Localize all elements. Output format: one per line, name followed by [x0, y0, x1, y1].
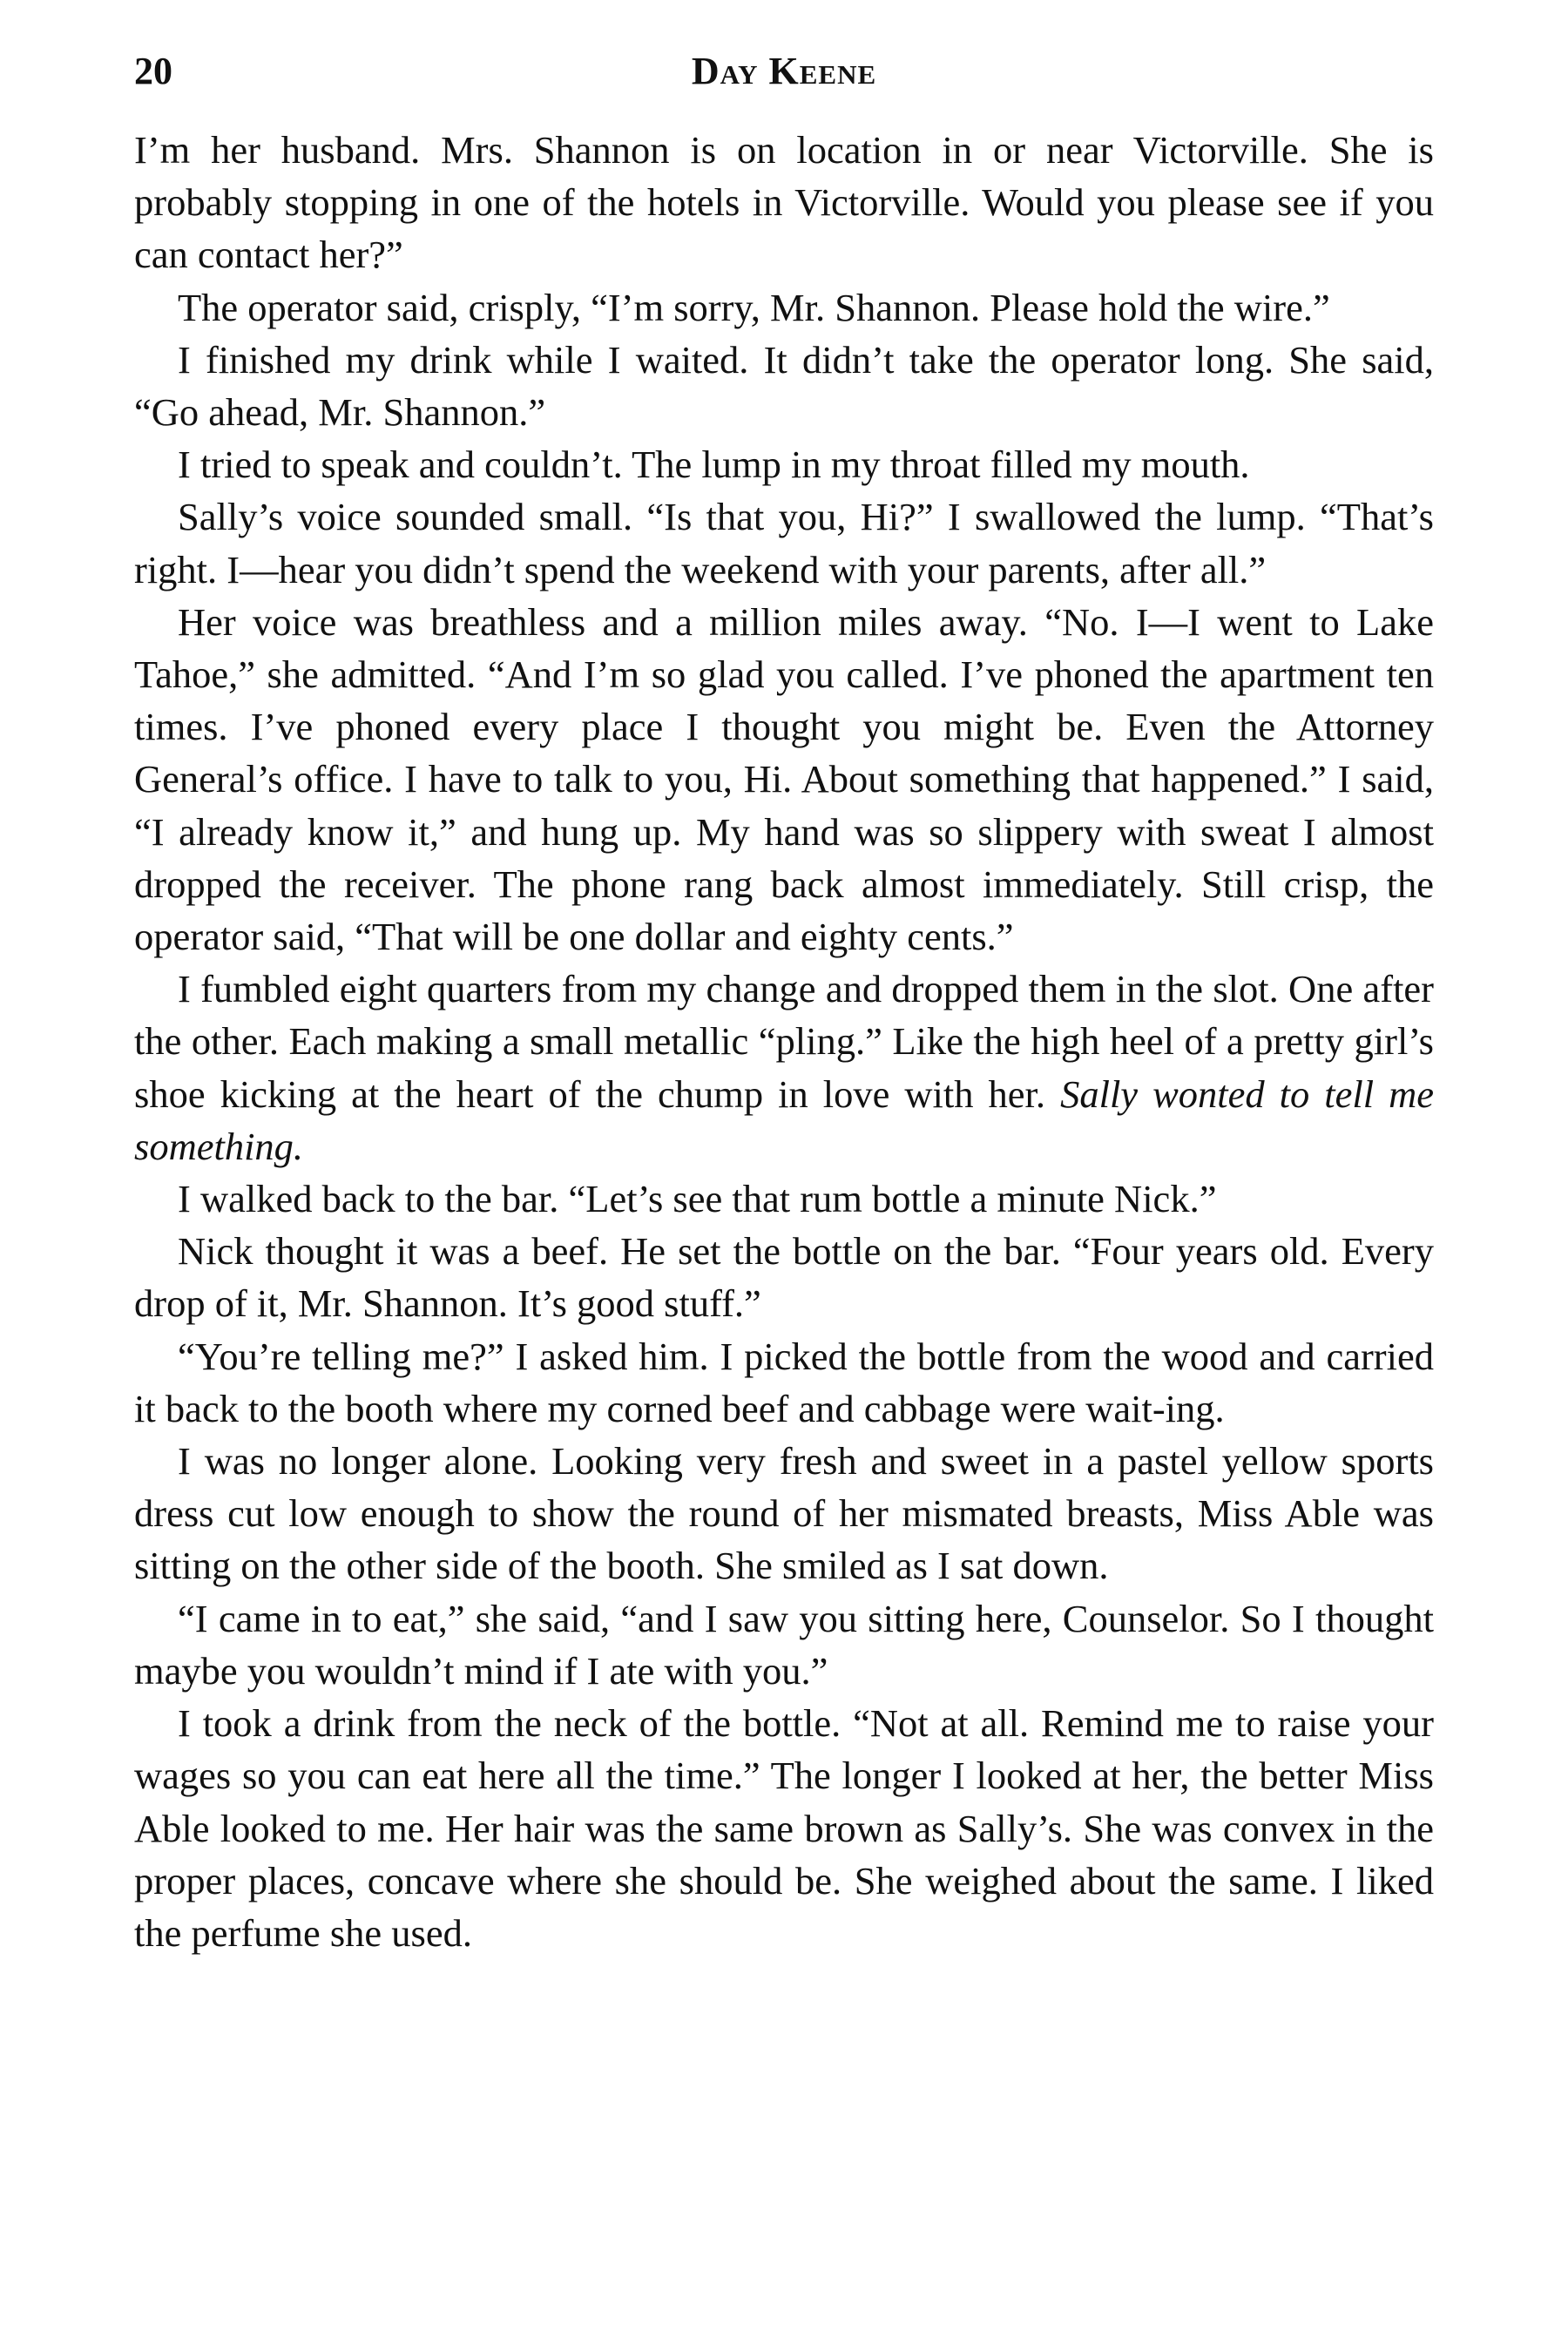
- paragraph: “You’re telling me?” I asked him. I picked the bottle from the wood and carried it back to the booth where my corned beef and cabbage were wait-ing.: [134, 1334, 1434, 1430]
- paragraph: I walked back to the bar. “Let’s see that rum bottle a minute Nick.”: [178, 1177, 1217, 1221]
- paragraph: I tried to speak and couldn’t. The lump in my throat filled my mouth.: [178, 443, 1250, 487]
- italic-phrase: Sally wonted to tell me something.: [134, 1071, 1435, 1168]
- paragraph: I was no longer alone. Looking very fresh and sweet in a pastel yellow sports dress cut low enough to show the round of her mismated breasts, Miss Able was sitting on the other side of the booth. She smiled as I sat down.: [134, 1439, 1434, 1588]
- paragraph-text: I fumbled eight quarters from my change and dropped them in the slot. One after the other. Each making a small metallic “pling.” Like the high heel of a pretty girl’s shoe kicking at the heart of the chump in love with her.: [134, 967, 1434, 1116]
- paragraph: Nick thought it was a beef. He set the bottle on the bar. “Four years old. Every drop of it, Mr. Shannon. It’s good stuff.”: [134, 1229, 1434, 1326]
- paragraph: “I came in to eat,” she said, “and I saw you sitting here, Counselor. So I thought maybe you wouldn’t mind if I ate with you.”: [134, 1596, 1434, 1693]
- paragraph: Her voice was breathless and a million miles away. “No. I—I went to Lake Tahoe,” she admitted. “And I’m so glad you called. I’ve phoned the apartment ten times. I’ve phoned every place I thought you might be. Even the Attorney General’s office. I have to talk to you, Hi. About something that happened.” I said, “I already know it,” and hung up. My hand was so slippery with sweat I almost dropped the receiver. The phone rang back almost immediately. Still crisp, the operator said, “That will be one dollar and eighty cents.”: [134, 599, 1434, 959]
- paragraph: I finished my drink while I waited. It didn’t take the operator long. She said, “Go ahead, Mr. Shannon.”: [134, 337, 1434, 435]
- paragraph: I took a drink from the neck of the bottle. “Not at all. Remind me to raise your wages so you can eat here all the time.” The longer I looked at her, the better Miss Able looked to me. Her hair was the same brown as Sally’s. She was convex in the proper places, concave where she should be. She weighed about the same. I liked the perfume she used.: [134, 1701, 1434, 1955]
- paragraph: The operator said, crisply, “I’m sorry, Mr. Shannon. Please hold the wire.”: [178, 285, 1330, 329]
- paragraph: [134, 963, 1434, 1173]
- page-number: 20: [134, 50, 172, 92]
- running-head: Day Keene: [691, 50, 877, 92]
- paragraph: I’m her husband. Mrs. Shannon is on location in or near Victorville. She is probably stopping in one of the hotels in Victorville. Would you please see if you can contact her?”: [134, 128, 1434, 277]
- page-header: [134, 45, 1434, 98]
- body-text: [134, 124, 1434, 1959]
- paragraph: Sally’s voice sounded small. “Is that you, Hi?” I swallowed the lump. “That’s right. I—hear you didn’t spend the weekend with your parents, after all.”: [134, 495, 1434, 591]
